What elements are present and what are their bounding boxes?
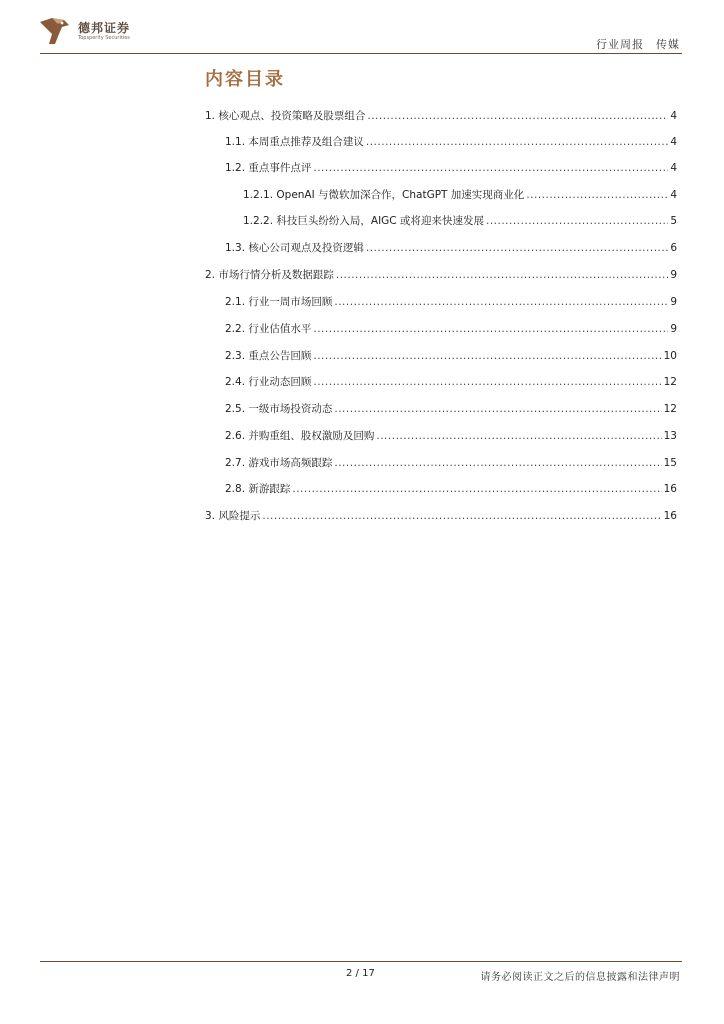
logo-english-name: Topsperity Securities bbox=[78, 34, 130, 41]
toc-entry[interactable] bbox=[225, 374, 677, 390]
toc-entry-label: 1.1. 本周重点推荐及组合建议 bbox=[225, 136, 364, 148]
toc-entry[interactable] bbox=[225, 481, 677, 497]
company-logo bbox=[38, 14, 130, 48]
toc-leader bbox=[334, 403, 661, 415]
toc-entry-label: 1.2. 重点事件点评 bbox=[225, 162, 312, 174]
toc-entry[interactable] bbox=[205, 508, 677, 524]
toc-leader bbox=[313, 350, 661, 362]
page-number: 2 / 17 bbox=[346, 968, 375, 979]
toc-entry-page: 13 bbox=[663, 430, 677, 442]
report-category: 行业周报 bbox=[596, 38, 644, 51]
toc-entry-label: 2.4. 行业动态回顾 bbox=[225, 376, 312, 388]
report-sector: 传媒 bbox=[656, 38, 680, 51]
page-header bbox=[0, 0, 724, 60]
toc-entry-page: 12 bbox=[663, 376, 677, 388]
toc-leader bbox=[486, 215, 668, 227]
toc-entry-page: 4 bbox=[670, 110, 677, 122]
toc-leader bbox=[334, 296, 668, 308]
toc-leader bbox=[313, 376, 661, 388]
toc-leader bbox=[262, 510, 661, 522]
toc-entry[interactable] bbox=[243, 187, 677, 203]
toc-entry-page: 9 bbox=[670, 323, 677, 335]
toc-entry-label: 2.8. 新游跟踪 bbox=[225, 483, 291, 495]
toc-entry-label: 2.2. 行业估值水平 bbox=[225, 323, 312, 335]
toc-entry-page: 10 bbox=[663, 350, 677, 362]
report-type bbox=[596, 36, 680, 52]
toc-entry-page: 4 bbox=[670, 136, 677, 148]
toc-leader bbox=[334, 457, 661, 469]
toc-entry-label: 2.6. 并购重组、股权激励及回购 bbox=[225, 430, 375, 442]
toc-entry-label: 1.2.2. 科技巨头纷纷入局，AIGC 或将迎来快速发展 bbox=[243, 215, 484, 227]
toc-entry-label: 1. 核心观点、投资策略及股票组合 bbox=[205, 110, 366, 122]
toc-entry[interactable] bbox=[225, 321, 677, 337]
toc-entry[interactable] bbox=[205, 267, 677, 283]
toc-leader bbox=[336, 269, 668, 281]
logo-icon bbox=[38, 14, 72, 48]
toc-entry-label: 1.3. 核心公司观点及投资逻辑 bbox=[225, 242, 364, 254]
toc-leader bbox=[313, 162, 668, 174]
toc-entry[interactable] bbox=[225, 134, 677, 150]
toc-entry-page: 6 bbox=[670, 242, 677, 254]
toc-entry-page: 16 bbox=[663, 510, 677, 522]
toc-entry[interactable] bbox=[243, 213, 677, 229]
toc-entry[interactable] bbox=[225, 455, 677, 471]
toc-leader bbox=[366, 136, 668, 148]
toc-leader bbox=[526, 189, 668, 201]
footer-divider bbox=[40, 961, 682, 962]
toc-entry[interactable] bbox=[225, 294, 677, 310]
toc-entry[interactable] bbox=[225, 428, 677, 444]
toc-entry-page: 4 bbox=[670, 189, 677, 201]
toc-entry-label: 2.3. 重点公告回顾 bbox=[225, 350, 312, 362]
toc-entry[interactable] bbox=[225, 240, 677, 256]
toc-leader bbox=[367, 110, 668, 122]
toc-entry[interactable] bbox=[225, 401, 677, 417]
toc-entry-label: 2.5. 一级市场投资动态 bbox=[225, 403, 333, 415]
toc-entry[interactable] bbox=[205, 108, 677, 124]
toc-entry-page: 5 bbox=[670, 215, 677, 227]
toc-leader bbox=[313, 323, 668, 335]
toc-entry-page: 4 bbox=[670, 162, 677, 174]
toc-entry-page: 15 bbox=[663, 457, 677, 469]
toc-entry-label: 2.7. 游戏市场高频跟踪 bbox=[225, 457, 333, 469]
toc-entry-label: 2.1. 行业一周市场回顾 bbox=[225, 296, 333, 308]
toc-leader bbox=[376, 430, 661, 442]
logo-chinese-name: 德邦证券 bbox=[78, 20, 131, 35]
toc-entry-page: 12 bbox=[663, 403, 677, 415]
toc-entry-page: 9 bbox=[670, 269, 677, 281]
header-divider bbox=[40, 53, 682, 54]
toc-leader bbox=[366, 242, 668, 254]
toc-entry-label: 1.2.1. OpenAI 与微软加深合作，ChatGPT 加速实现商业化 bbox=[243, 189, 525, 201]
toc-title: 内容目录 bbox=[205, 69, 285, 90]
toc-entry-label: 2. 市场行情分析及数据跟踪 bbox=[205, 269, 334, 281]
toc-entry[interactable] bbox=[225, 160, 677, 176]
toc-entry-label: 3. 风险提示 bbox=[205, 510, 261, 522]
toc-entry-page: 9 bbox=[670, 296, 677, 308]
toc-leader bbox=[292, 483, 661, 495]
legal-disclaimer: 请务必阅读正文之后的信息披露和法律声明 bbox=[480, 972, 680, 983]
toc-entry-page: 16 bbox=[663, 483, 677, 495]
toc-entry[interactable] bbox=[225, 348, 677, 364]
